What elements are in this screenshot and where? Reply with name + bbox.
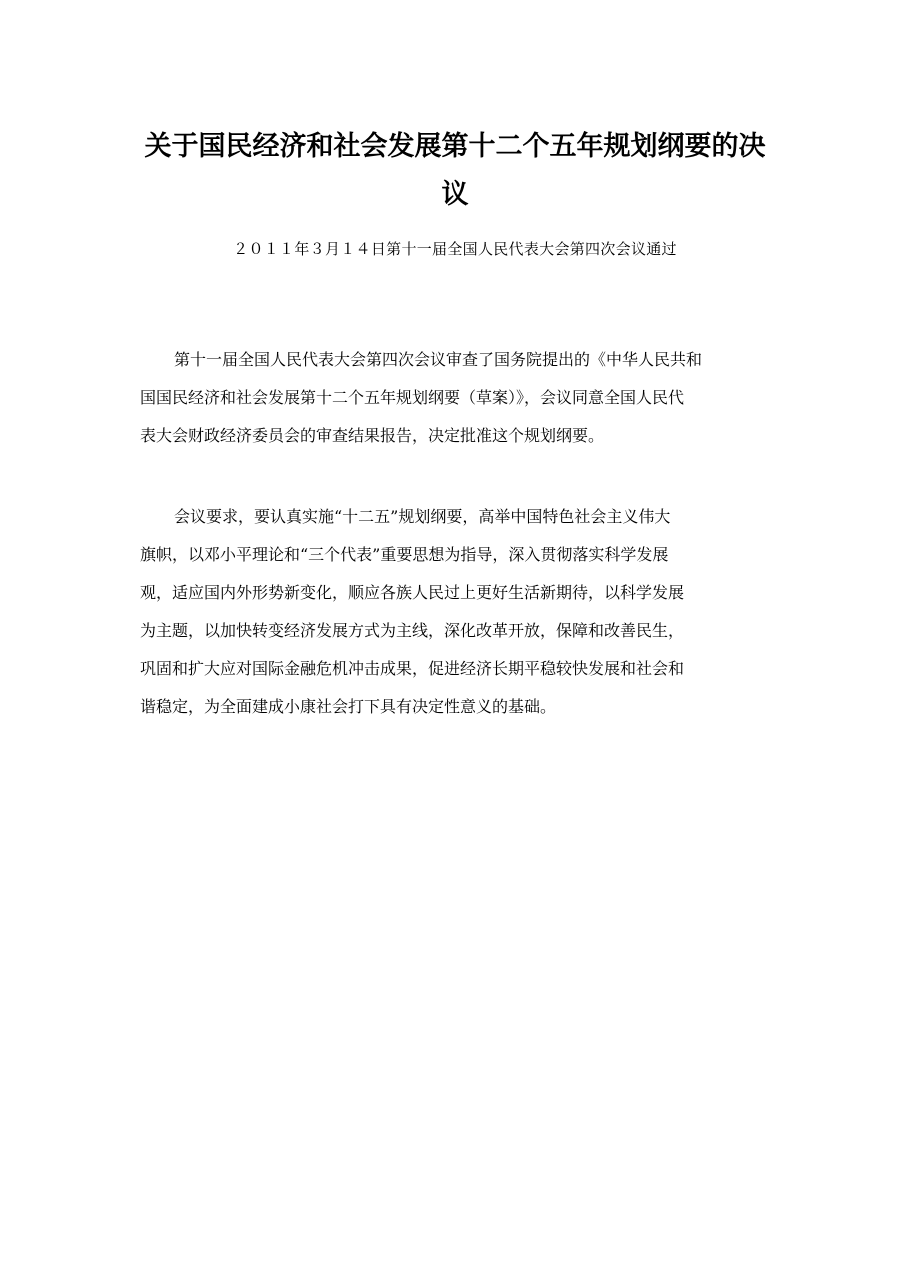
title-line: 议 [441, 179, 469, 210]
paragraph-line: 第十一届全国人民代表大会第四次会议审查了国务院提出的《中华人民共和 [174, 350, 703, 369]
paragraph-requirements [140, 498, 770, 726]
paragraph-line: 旗帜，以邓小平理论和“三个代表”重要思想为指导，深入贯彻落实科学发展 [140, 545, 669, 564]
document-title [130, 123, 780, 219]
paragraph-line: 会议要求，要认真实施“十二五”规划纲要，高举中国特色社会主义伟大 [174, 507, 671, 526]
paragraph-line: 巩固和扩大应对国际金融危机冲击成果，促进经济长期平稳较快发展和社会和 [140, 659, 685, 678]
adoption-date-line: ２０１１年３月１４日第十一届全国人民代表大会第四次会议通过 [233, 240, 677, 258]
paragraph-approval [140, 341, 770, 455]
paragraph-line: 为主题，以加快转变经济发展方式为主线，深化改革开放，保障和改善民生， [140, 621, 685, 640]
paragraph-line: 国国民经济和社会发展第十二个五年规划纲要（草案）》，会议同意全国人民代 [140, 388, 685, 407]
paragraph-line: 观，适应国内外形势新变化，顺应各族人民过上更好生活新期待，以科学发展 [140, 583, 685, 602]
title-line: 关于国民经济和社会发展第十二个五年规划纲要的决 [144, 131, 766, 162]
paragraph-line: 谐稳定，为全面建成小康社会打下具有决定性意义的基础。 [140, 697, 557, 716]
paragraph-line: 表大会财政经济委员会的审查结果报告，决定批准这个规划纲要。 [140, 426, 605, 445]
